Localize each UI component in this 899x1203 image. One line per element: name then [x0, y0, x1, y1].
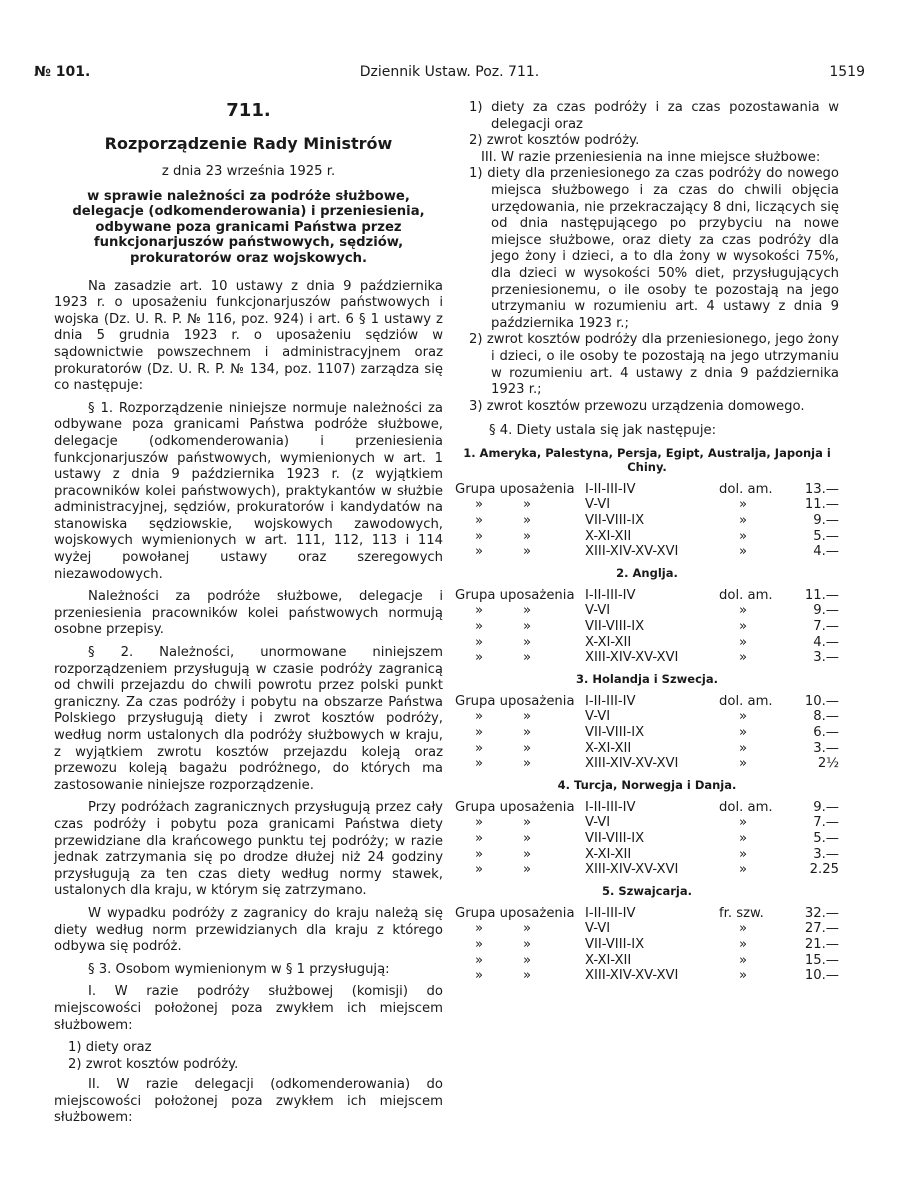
grade-range: X-XI-XII: [585, 846, 632, 862]
rate-amount: 13.—: [804, 481, 839, 497]
rate-amount: 9.—: [813, 513, 839, 529]
ditto-mark: »: [738, 497, 748, 513]
law-subject: w sprawie należności za podróże służbowe, delegacje (odkomenderowania) i przeniesienia, odbywane poza granicami Państwa przez funkcjonarjuszów państwowych, sędziów, prokuratorów oraz wojskowych.: [72, 188, 425, 266]
ditto-mark: »: [738, 709, 748, 725]
ditto-mark: »: [522, 921, 532, 937]
table-row: [455, 529, 839, 545]
paragraph-3-point-III: III. W razie przeniesienia na inne miejsce służbowe:: [481, 149, 821, 165]
ditto-mark: »: [474, 544, 484, 560]
law-title: Rozporządzenie Rady Ministrów: [104, 134, 393, 153]
list-item: 2) zwrot kosztów podróży.: [68, 1056, 239, 1072]
currency-label: fr. szw.: [719, 905, 764, 921]
currency-label: dol. am.: [719, 481, 773, 497]
rate-table: [455, 588, 839, 666]
ditto-mark: »: [522, 634, 532, 650]
grade-range: VII-VIII-IX: [585, 830, 645, 846]
list-item: 1) diety oraz: [68, 1040, 152, 1056]
ditto-mark: »: [474, 846, 484, 862]
paragraph-3-point-I: I. W razie podróży służbowej (komisji) do miejscowości położonej poza zwykłem ich miejscem służbowem:: [54, 984, 443, 1033]
table-row: [455, 968, 839, 984]
ditto-mark: »: [522, 528, 532, 544]
rate-amount: 32.—: [804, 905, 839, 921]
ditto-mark: »: [522, 846, 532, 862]
list-item: 3) zwrot kosztów przewozu urządzenia domowego.: [469, 398, 805, 414]
grade-range: V-VI: [585, 603, 611, 619]
journal-title: Dziennik Ustaw. Poz. 711.: [359, 64, 540, 80]
page-number: 1519: [829, 64, 865, 80]
ditto-mark: »: [522, 725, 532, 740]
ditto-mark: »: [474, 968, 484, 984]
ditto-mark: »: [738, 815, 748, 831]
group-label: Grupa uposażenia: [455, 693, 575, 709]
currency-label: dol. am.: [719, 693, 773, 709]
ditto-mark: »: [474, 513, 484, 529]
rate-amount: 21.—: [804, 936, 839, 952]
rate-amount: 7.—: [813, 619, 839, 635]
ditto-mark: »: [474, 725, 484, 740]
table-row: [455, 513, 839, 529]
ditto-mark: »: [522, 830, 532, 846]
paragraph-2-final: W wypadku podróży z zagranicy do kraju należą się diety według norm przewidzianych dla kraju z którego odbywa się podróż.: [54, 905, 443, 955]
group-label: Grupa uposażenia: [455, 587, 575, 603]
ditto-mark: »: [738, 936, 748, 952]
ditto-mark: »: [522, 952, 532, 968]
paragraph-2-continued: Przy podróżach zagranicznych przysługują przez cały czas podróży i pobytu poza granicami Państwa diety przewidziane dla krańcowego punktu tej podróży; w razie jednak zatrzymania się po drodze dłużej niż 24 godziny przysługują za ten czas diety według normy stawek, ustalonych dla kraju, w którym się zatrzymano.: [54, 800, 443, 899]
ditto-mark: »: [474, 650, 484, 666]
ditto-mark: »: [522, 544, 532, 560]
ditto-mark: »: [738, 952, 748, 968]
rate-amount: 8.—: [813, 709, 839, 725]
ditto-mark: »: [522, 968, 532, 984]
ditto-mark: »: [738, 968, 748, 984]
ditto-mark: »: [474, 830, 484, 846]
rate-amount: 15.—: [804, 952, 839, 968]
list-item: 2) zwrot kosztów podróży dla przeniesionego, jego żony i dzieci, o ile osoby te pozostają na jego utrzymaniu w rozumieniu art. 4 ustawy z dnia 9 października 1923 r.;: [469, 332, 839, 398]
table-row: [455, 815, 839, 831]
rate-amount: 10.—: [804, 693, 839, 709]
ditto-mark: »: [738, 846, 748, 862]
ditto-mark: »: [474, 862, 484, 878]
rate-amount: 7.—: [813, 815, 839, 831]
group-label: Grupa uposażenia: [455, 799, 575, 815]
ditto-mark: »: [738, 528, 748, 544]
grade-range: V-VI: [585, 709, 611, 725]
rate-amount: 4.—: [813, 634, 839, 650]
ditto-mark: »: [738, 650, 748, 666]
table-row: [455, 709, 839, 725]
table-row: [455, 544, 839, 560]
issue-number: № 101.: [34, 64, 91, 80]
ditto-mark: »: [522, 603, 532, 619]
ditto-mark: »: [738, 603, 748, 619]
group-label: Grupa uposażenia: [455, 481, 575, 497]
table-row: [455, 619, 839, 635]
table-row: [455, 800, 839, 816]
rate-amount: 3.—: [813, 650, 839, 666]
ditto-mark: »: [474, 952, 484, 968]
grade-range: VII-VIII-IX: [585, 936, 645, 952]
preamble: Na zasadzie art. 10 ustawy z dnia 9 października 1923 r. o uposażeniu funkcjonarjuszów państwowych i wojska (Dz. U. R. P. № 116, poz. 924) i art. 6 § 1 ustawy z dnia 5 grudnia 1923 r. o uposażeniu sędziów w sądownictwie powszechnem i administracyjnem oraz prokuratorów (Dz. U. R. P. № 134, poz. 1107) zarządza się co następuje:: [54, 278, 443, 394]
grade-range: V-VI: [585, 921, 611, 937]
grade-range: I-II-III-IV: [585, 481, 636, 497]
ditto-mark: »: [738, 921, 748, 937]
paragraph-4: § 4. Diety ustala się jak następuje:: [489, 423, 717, 439]
ditto-mark: »: [474, 756, 484, 772]
paragraph-3: § 3. Osobom wymienionym w § 1 przysługują:: [88, 961, 390, 977]
ditto-mark: »: [474, 815, 484, 831]
table-row: [455, 603, 839, 619]
ditto-mark: »: [474, 497, 484, 513]
table-row: [455, 756, 839, 772]
rate-amount: 10.—: [804, 968, 839, 984]
rate-table: [455, 800, 839, 878]
rate-amount: 4.—: [813, 544, 839, 560]
rate-amount: 11.—: [804, 587, 839, 603]
grade-range: X-XI-XII: [585, 952, 632, 968]
ditto-mark: »: [522, 619, 532, 635]
grade-range: I-II-III-IV: [585, 587, 636, 603]
ditto-mark: »: [474, 936, 484, 952]
rate-amount: 6.—: [813, 725, 839, 740]
grade-range: X-XI-XII: [585, 634, 632, 650]
table-row: [455, 650, 839, 666]
table-row: [455, 635, 839, 651]
law-date: z dnia 23 września 1925 r.: [161, 164, 336, 179]
ditto-mark: »: [522, 650, 532, 666]
rate-table: [455, 906, 839, 984]
table-row: [455, 906, 839, 922]
grade-range: V-VI: [585, 815, 611, 831]
grade-range: I-II-III-IV: [585, 693, 636, 709]
ditto-mark: »: [738, 544, 748, 560]
ditto-mark: »: [474, 619, 484, 635]
grade-range: XIII-XIV-XV-XVI: [585, 968, 679, 984]
grade-range: XIII-XIV-XV-XVI: [585, 862, 679, 878]
rate-amount: 3.—: [813, 846, 839, 862]
left-column: [54, 100, 443, 1133]
ditto-mark: »: [522, 513, 532, 529]
paragraph-3-point-II: II. W razie delegacji (odkomenderowania) do miejscowości położonej poza zwykłem ich miejscem służbowem:: [54, 1077, 443, 1126]
list-item: 2) zwrot kosztów podróży.: [469, 133, 640, 149]
ditto-mark: »: [474, 921, 484, 937]
ditto-mark: »: [738, 619, 748, 635]
table-row: [455, 694, 839, 710]
paragraph-1-continued: Należności za podróże służbowe, delegacje i przeniesienia pracowników kolei państwowych normują osobne przepisy.: [54, 589, 443, 638]
rate-amount: 5.—: [813, 830, 839, 846]
grade-range: I-II-III-IV: [585, 905, 636, 921]
table-row: [455, 862, 839, 878]
ditto-mark: »: [738, 725, 748, 740]
ditto-mark: »: [474, 528, 484, 544]
grade-range: VII-VIII-IX: [585, 619, 645, 635]
rate-amount: 11.—: [804, 497, 839, 513]
ditto-mark: »: [474, 603, 484, 619]
rate-table-heading: 4. Turcja, Norwegja i Danja.: [557, 777, 737, 792]
paragraph-1: § 1. Rozporządzenie niniejsze normuje należności za odbywane poza granicami Państwa podróże służbowe, delegacje (odkomenderowania) i przeniesienia funkcjonarjuszów państwowych, wymienionych w art. 1 ustawy z dnia 9 października 1923 r. (z wyjątkiem pracowników kolei państwowych), praktykantów w służbie administracyjnej, sędziów, prokuratorów i kandydatów na stanowiska sędziowskie, wojskowych zawodowych, wojskowych wymienionych w art. 111, 112, 113 i 114 wyżej powołanej ustawy oraz szeregowych niezawodowych.: [54, 400, 443, 582]
grade-range: VII-VIII-IX: [585, 513, 645, 529]
ditto-mark: »: [522, 936, 532, 952]
table-row: [455, 921, 839, 937]
table-row: [455, 588, 839, 604]
table-row: [455, 847, 839, 863]
ditto-mark: »: [738, 513, 748, 529]
table-row: [455, 497, 839, 513]
rate-amount: 3.—: [813, 740, 839, 756]
currency-label: dol. am.: [719, 587, 773, 603]
grade-range: X-XI-XII: [585, 740, 632, 756]
ditto-mark: »: [474, 634, 484, 650]
ditto-mark: »: [738, 740, 748, 756]
rate-amount: 2.25: [809, 862, 839, 878]
list-item: 1) diety dla przeniesionego za czas podróży do nowego miejsca służbowego i za czas do chwili objęcia urzędowania, nie przekraczający 8 dni, liczących się od dnia następującego po przybyciu na nowe miejsce służbowe, oraz diety za czas podróży dla jego żony i dzieci, a to dla żony w wysokości 75%, dla dzieci w wysokości 50% diet, przysługujących przeniesionemu, o ile osoby te pozostają na jego utrzymaniu w rozumieniu art. 4 ustawy z dnia 9 października 1923 r.;: [469, 166, 839, 331]
rate-amount: 2½: [817, 756, 839, 772]
law-number: 711.: [226, 100, 271, 121]
rate-table: [455, 482, 839, 560]
rate-table-heading: 5. Szwajcarja.: [602, 883, 692, 898]
ditto-mark: »: [474, 709, 484, 725]
table-row: [455, 482, 839, 498]
rate-amount: 9.—: [813, 799, 839, 815]
table-row: [455, 831, 839, 847]
rate-amount: 27.—: [804, 921, 839, 937]
ditto-mark: »: [738, 634, 748, 650]
ditto-mark: »: [522, 862, 532, 878]
ditto-mark: »: [522, 497, 532, 513]
ditto-mark: »: [522, 740, 532, 756]
table-row: [455, 953, 839, 969]
ditto-mark: »: [738, 756, 748, 772]
table-row: [455, 741, 839, 757]
grade-range: X-XI-XII: [585, 528, 632, 544]
table-row: [455, 937, 839, 953]
currency-label: dol. am.: [719, 799, 773, 815]
rate-table-heading: 2. Anglja.: [616, 565, 678, 580]
group-label: Grupa uposażenia: [455, 905, 575, 921]
grade-range: VII-VIII-IX: [585, 725, 645, 740]
grade-range: XIII-XIV-XV-XVI: [585, 756, 679, 772]
ditto-mark: »: [522, 709, 532, 725]
grade-range: I-II-III-IV: [585, 799, 636, 815]
ditto-mark: »: [522, 815, 532, 831]
grade-range: XIII-XIV-XV-XVI: [585, 650, 679, 666]
ditto-mark: »: [738, 862, 748, 878]
rate-table-heading: 1. Ameryka, Palestyna, Persja, Egipt, Australja, Japonja i Chiny.: [463, 445, 831, 474]
grade-range: V-VI: [585, 497, 611, 513]
list-item: 1) diety za czas podróży i za czas pozostawania w delegacji oraz: [469, 100, 839, 132]
rate-table: [455, 694, 839, 772]
ditto-mark: »: [738, 830, 748, 846]
paragraph-2: § 2. Należności, unormowane niniejszem rozporządzeniem przysługują w czasie podróży zagranicą od chwili przejazdu do chwili powrotu przez polski punkt graniczny. Za czas podróży i pobytu na obszarze Państwa Polskiego przysługują diety i zwrot kosztów podróży, według norm ustalonych dla podróży służbowych w kraju, z wyjątkiem zwrotu kosztów przejazdu koleją oraz przewozu koleją bagażu podróżnego, do których ma zastosowanie niniejsze rozporządzenie.: [54, 645, 443, 793]
rate-table-heading: 3. Holandja i Szwecja.: [576, 671, 718, 686]
table-row: [455, 725, 839, 741]
ditto-mark: »: [522, 756, 532, 772]
grade-range: XIII-XIV-XV-XVI: [585, 544, 679, 560]
rate-amount: 5.—: [813, 528, 839, 544]
ditto-mark: »: [474, 740, 484, 756]
rate-amount: 9.—: [813, 603, 839, 619]
right-column: [455, 100, 839, 988]
